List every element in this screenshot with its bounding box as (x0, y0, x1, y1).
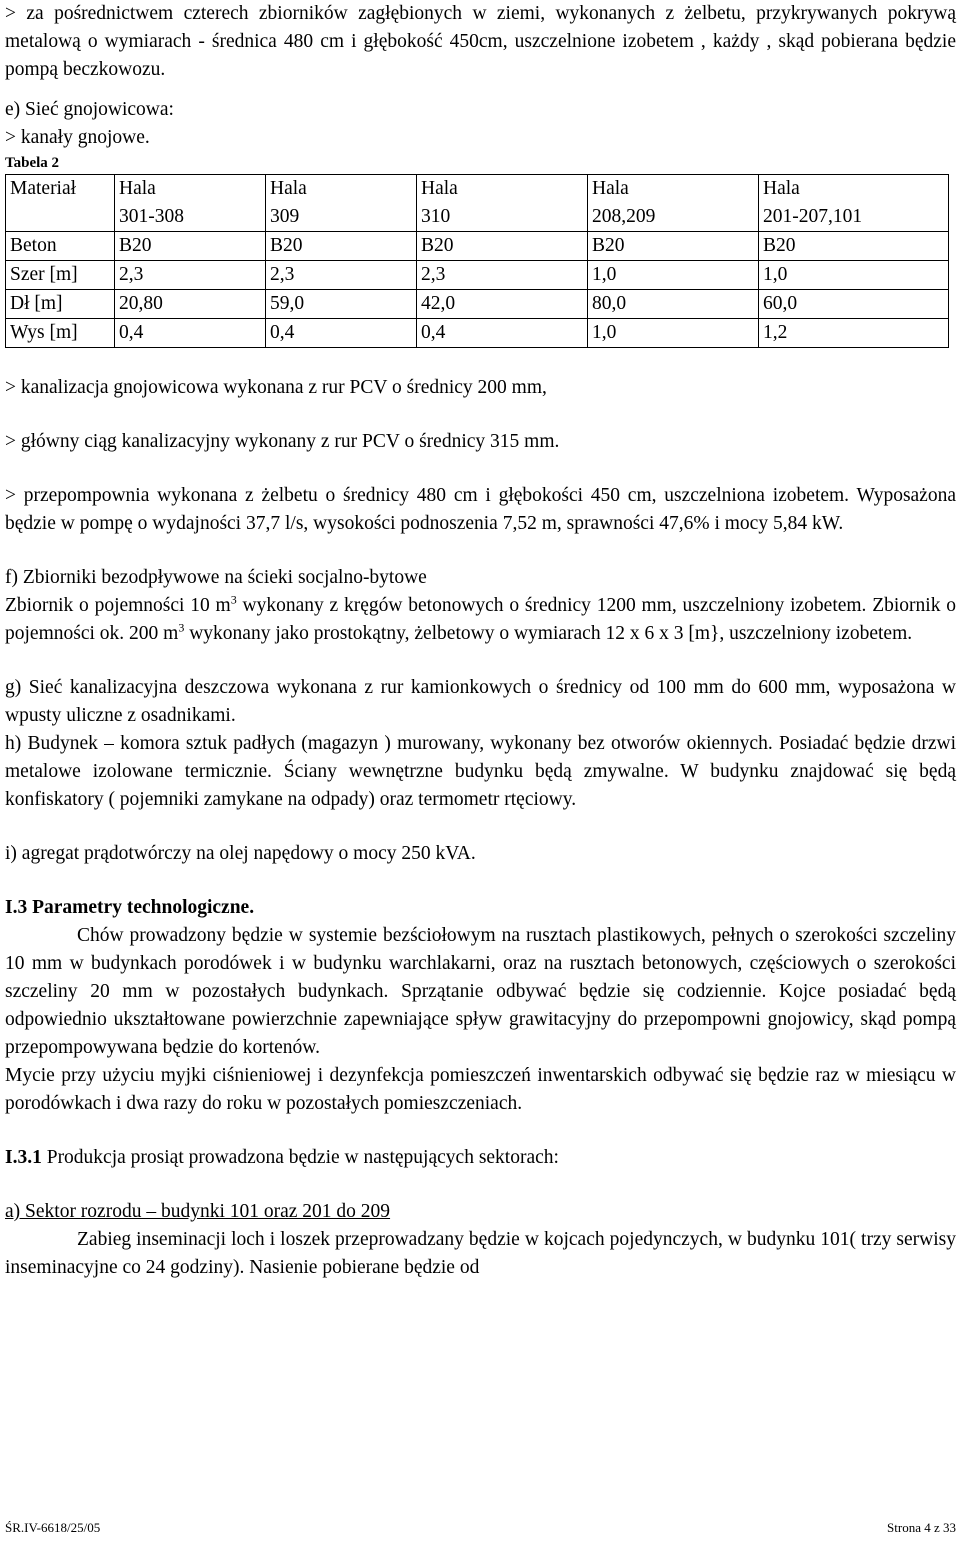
document-page (5, 0, 956, 1282)
table-caption: Tabela 2 (5, 155, 60, 171)
table-cell: 0,4 (115, 319, 266, 348)
table-cell: 20,80 (115, 290, 266, 319)
table-cell: Wys [m] (6, 319, 115, 348)
item-kanalizacja: > kanalizacja gnojowicowa wykonana z rur PCV o średnicy 200 mm, (5, 377, 547, 398)
table-cell: B20 (588, 232, 759, 261)
section-i3-paragraph-2: Mycie przy użyciu myjki ciśnieniowej i dezynfekcja pomieszczeń inwentarskich odbywać się będzie raz w miesiącu w porodówkach i dwa razy do roku w pozostałych pomieszczeniach. (5, 1065, 956, 1114)
table-cell: 1,0 (588, 319, 759, 348)
table-row (6, 290, 949, 319)
table-cell: 80,0 (588, 290, 759, 319)
table-cell: 1,0 (759, 261, 949, 290)
table-cell: 2,3 (266, 261, 417, 290)
section-i: i) agregat prądotwórczy na olej napędowy o mocy 250 kVA. (5, 843, 476, 864)
table-cell: 60,0 (759, 290, 949, 319)
table-cell: B20 (759, 232, 949, 261)
header-cell: Hala 309 (266, 175, 417, 232)
section-i3 (5, 894, 956, 1118)
table-cell: 1,2 (759, 319, 949, 348)
table-row (6, 261, 949, 290)
item-ciag: > główny ciąg kanalizacyjny wykonany z rur PCV o średnicy 315 mm. (5, 431, 560, 452)
table-cell: Beton (6, 232, 115, 261)
section-a-paragraph: Zabieg inseminacji loch i loszek przeprowadzany będzie w kojcach pojedynczych, w budynku 101( trzy serwisy inseminacyjne co 24 godziny). Nasienie pobierane będzie od (5, 1229, 956, 1278)
header-cell: Hala 201-207,101 (759, 175, 949, 232)
section-i3-paragraph-1: Chów prowadzony będzie w systemie bezściołowym na rusztach plastikowych, pełnych o szerokości szczeliny 10 mm w budynkach porodówek i w budynku warchlakarni, oraz na rusztach betonowych, częściowych o szerokości szczeliny 20 mm w pozostałych budynkach. Sprzątanie odbywać będzie się codziennie. Kojce posiadać będą odpowiednio ukształtowane powierzchnie zapewniające spływ grawitacyjny do przepompowni gnojowicy, skąd pompą przepompowywana będzie do kortenów. (5, 925, 956, 1058)
table-cell: 2,3 (417, 261, 588, 290)
table-cell: 42,0 (417, 290, 588, 319)
section-a-heading: a) Sektor rozrodu – budynki 101 oraz 201 do 209 (5, 1201, 391, 1222)
section-h: h) Budynek – komora sztuk padłych (magazyn ) murowany, wykonany bez otworów okiennych. Posiadać będzie drzwi metalowe izolowane termicznie. Ściany wewnętrzne budynku będą zmywalne. W budynku znajdować się będą konfiskatory ( pojemniki zamykane na odpady) oraz termometr rtęciowy. (5, 733, 956, 810)
header-cell: Materiał (6, 175, 115, 232)
table-row (6, 232, 949, 261)
channel-table (5, 174, 949, 348)
section-a (5, 1198, 956, 1282)
footer-document-id: ŚR.IV-6618/25/05 (5, 1520, 101, 1535)
header-cell: Hala 301-308 (115, 175, 266, 232)
section-e-heading: e) Sieć gnojowicowa: (5, 99, 174, 120)
table-cell: B20 (115, 232, 266, 261)
table-cell: 1,0 (588, 261, 759, 290)
table-cell: B20 (417, 232, 588, 261)
header-cell: Hala 208,209 (588, 175, 759, 232)
footer-page-number: Strona 4 z 33 (887, 1520, 956, 1535)
section-e-item: > kanały gnojowe. (5, 127, 150, 148)
table-cell: B20 (266, 232, 417, 261)
intro-paragraph: > za pośrednictwem czterech zbiorników zagłębionych w ziemi, wykonanych z żelbetu, przykrywanych pokrywą metalową o wymiarach - średnica 480 cm i głębokość 450cm, uszczelnione izobetem , każdy , skąd pobierana będzie pompą beczkowozu. (5, 3, 956, 80)
header-cell: Hala 310 (417, 175, 588, 232)
table-cell: 0,4 (417, 319, 588, 348)
table-cell: 59,0 (266, 290, 417, 319)
section-g: g) Sieć kanalizacyjna deszczowa wykonana z rur kamionkowych o średnicy od 100 mm do 600 mm, wyposażona w wpusty uliczne z osadnikami. (5, 677, 956, 726)
table-row (6, 319, 949, 348)
section-f-heading: f) Zbiorniki bezodpływowe na ścieki socjalno-bytowe (5, 567, 427, 588)
table-cell: 2,3 (115, 261, 266, 290)
section-i3-heading: I.3 Parametry technologiczne. (5, 897, 255, 918)
item-przepompownia: > przepompownia wykonana z żelbetu o średnicy 480 cm i głębokości 450 cm, uszczelniona izobetem. Wyposażona będzie w pompę o wydajności 37,7 l/s, wysokości podnoszenia 7,52 m, sprawności 47,6% i mocy 5,84 kW. (5, 485, 956, 534)
table-cell: Dł [m] (6, 290, 115, 319)
section-f (5, 564, 956, 648)
table-cell: 0,4 (266, 319, 417, 348)
section-f-paragraph: Zbiornik o pojemności 10 $m^3$ wykonany z kręgów betonowych o średnicy 1200 mm, uszczelniony izobetem. Zbiornik o pojemności ok. 200 $m^3$ wykonany jako prostokątny, żelbetowy o wymiarach 12 x 6 x 3 [m}, uszczelniony izobetem. (5, 592, 956, 644)
section-i31: I.3.1 Produkcja prosiąt prowadzona będzie w następujących sektorach: (5, 1147, 559, 1168)
table-header-row (6, 175, 949, 232)
table-cell: Szer [m] (6, 261, 115, 290)
section-e (5, 96, 956, 152)
